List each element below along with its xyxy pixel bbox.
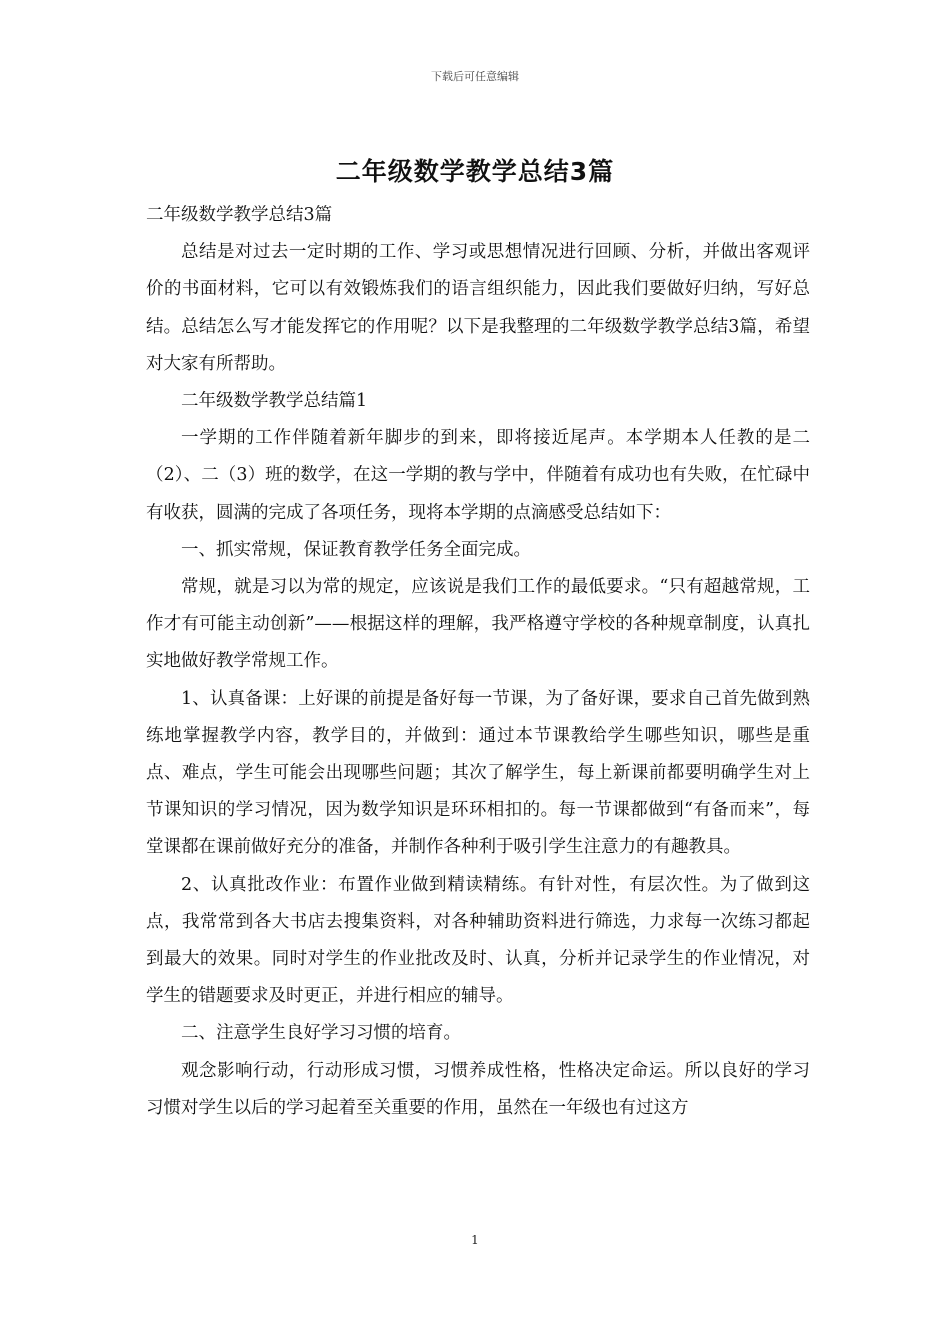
section-heading-part1: 二年级数学教学总结篇1 <box>181 391 368 412</box>
subtitle-paragraph: 二年级数学教学总结3篇 <box>146 205 333 225</box>
body-paragraph: 一学期的工作伴随着新年脚步的到来，即将接近尾声。本学期本人任教的是二（2）、二（3）班的数学，在这一学期的教与学中，伴随着有成功也有失败，在忙碌中有收获，圆满的完成了各项任务，现将本学期的点滴感受总结如下： <box>146 428 810 523</box>
body-paragraph: 常规，就是习以为常的规定，应该说是我们工作的最低要求。“只有超越常规，工作才有可能主动创新”——根据这样的理解，我严格遵守学校的各种规章制度，认真扎实地做好教学常规工作。 <box>146 577 810 672</box>
header-note: 下载后可任意编辑 <box>431 70 519 83</box>
document-title: 二年级数学教学总结3篇 <box>335 157 615 186</box>
body-paragraph: 2、认真批改作业：布置作业做到精读精练。有针对性，有层次性。为了做到这点，我常常到各大书店去搜集资料，对各种辅助资料进行筛选，力求每一次练习都起到最大的效果。同时对学生的作业批改及时、认真，分析并记录学生的作业情况，对学生的错题要求及时更正，并进行相应的辅导。 <box>146 874 810 1007</box>
body-paragraph: 观念影响行动，行动形成习惯，习惯养成性格，性格决定命运。所以良好的学习习惯对学生以后的学习起着至关重要的作用，虽然在一年级也有过这方 <box>146 1060 810 1118</box>
section-heading-routine: 一、抓实常规，保证教育教学任务全面完成。 <box>181 539 531 560</box>
document-body <box>146 197 810 1127</box>
intro-paragraph: 总结是对过去一定时期的工作、学习或思想情况进行回顾、分析，并做出客观评价的书面材料，它可以有效锻炼我们的语言组织能力，因此我们要做好归纳，写好总结。总结怎么写才能发挥它的作用呢？以下是我整理的二年级数学教学总结3篇，希望对大家有所帮助。 <box>146 242 810 374</box>
section-heading-habits: 二、注意学生良好学习习惯的培育。 <box>181 1023 461 1044</box>
page-number: 1 <box>471 1233 479 1247</box>
body-paragraph: 1、认真备课：上好课的前提是备好每一节课，为了备好课，要求自己首先做到熟练地掌握教学内容，教学目的，并做到：通过本节课教给学生哪些知识，哪些是重点、难点，学生可能会出现哪些问题；其次了解学生，每上新课前都要明确学生对上节课知识的学习情况，因为数学知识是环环相扣的。每一节课都做到“有备而来”，每堂课都在课前做好充分的准备，并制作各种利于吸引学生注意力的有趣教具。 <box>146 688 810 858</box>
